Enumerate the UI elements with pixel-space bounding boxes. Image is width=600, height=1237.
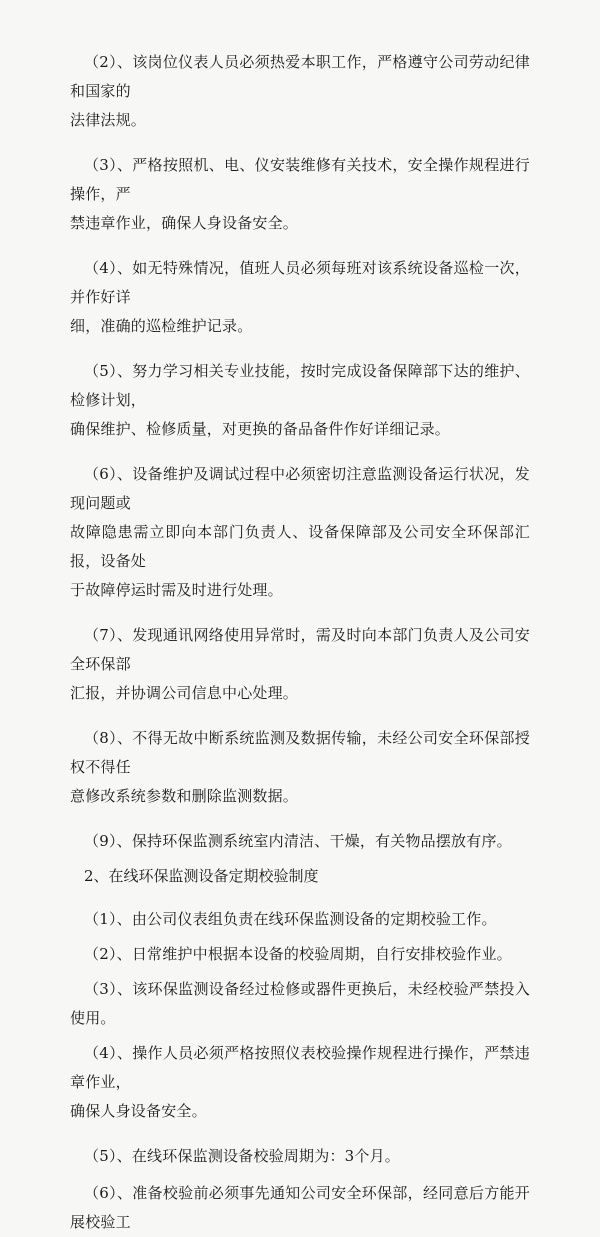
list-item: [70, 48, 530, 135]
text-line: 法律法规。: [70, 111, 147, 129]
text-line: （3）、严格按照机、电、仪安装维修有关技术，安全操作规程进行操作，严: [70, 156, 530, 203]
text-line: 汇报，并协调公司信息中心处理。: [70, 684, 299, 702]
list-item: [70, 621, 530, 708]
section2-list: [70, 905, 530, 1237]
list-item: [70, 827, 530, 856]
text-line: （5）、在线环保监测设备校验周期为：3个月。: [84, 1147, 400, 1165]
text-line: （7）、发现通讯网络使用异常时，需及时向本部门负责人及公司安全环保部: [70, 626, 530, 673]
text-line: （6）、准备校验前必须事先通知公司安全环保部，经同意后方能开展校验工: [70, 1184, 530, 1231]
text-line: 确保维护、检修质量，对更换的备品备件作好详细记录。: [70, 420, 451, 438]
text-line: 意修改系统参数和删除监测数据。: [70, 787, 299, 805]
text-line: 故障隐患需立即向本部门负责人、设备保障部及公司安全环保部汇报，设备处: [70, 523, 530, 570]
text-line: 禁违章作业，确保人身设备安全。: [70, 214, 299, 232]
list-item: [70, 940, 530, 969]
list-item: [70, 1142, 530, 1171]
list-item: [70, 1179, 530, 1237]
list-item: [70, 357, 530, 444]
list-item: [70, 905, 530, 934]
text-line: （4）、操作人员必须严格按照仪表校验操作规程进行操作，严禁违章作业，: [70, 1044, 530, 1091]
section-heading: 2、在线环保监测设备定期校验制度: [84, 867, 319, 885]
text-line: （3）、该环保监测设备经过检修或器件更换后，未经校验严禁投入使用。: [70, 980, 530, 1027]
text-line: （2）、该岗位仪表人员必须热爱本职工作，严格遵守公司劳动纪律和国家的: [70, 53, 530, 100]
list-item: [70, 151, 530, 238]
text-line: （5）、努力学习相关专业技能，按时完成设备保障部下达的维护、检修计划，: [70, 362, 530, 409]
list-item: [70, 975, 530, 1033]
text-line: 细，准确的巡检维护记录。: [70, 317, 253, 335]
text-line: 于故障停运时需及时进行处理。: [70, 581, 283, 599]
text-line: （2）、日常维护中根据本设备的校验周期，自行安排校验作业。: [84, 945, 512, 963]
list-item: [70, 460, 530, 605]
section1-list: [70, 48, 530, 856]
text-line: （9）、保持环保监测系统室内清洁、干燥，有关物品摆放有序。: [84, 832, 512, 850]
list-item: [70, 1039, 530, 1126]
list-item: [70, 254, 530, 341]
text-line: （8）、不得无故中断系统监测及数据传输，未经公司安全环保部授权不得任: [70, 729, 530, 776]
text-line: （6）、设备维护及调试过程中必须密切注意监测设备运行状况，发现问题或: [70, 465, 530, 512]
list-item: [70, 724, 530, 811]
text-line: （4）、如无特殊情况，值班人员必须每班对该系统设备巡检一次，并作好详: [70, 259, 530, 306]
text-line: 确保人身设备安全。: [70, 1102, 207, 1120]
text-line: （1）、由公司仪表组负责在线环保监测设备的定期校验工作。: [84, 910, 497, 928]
